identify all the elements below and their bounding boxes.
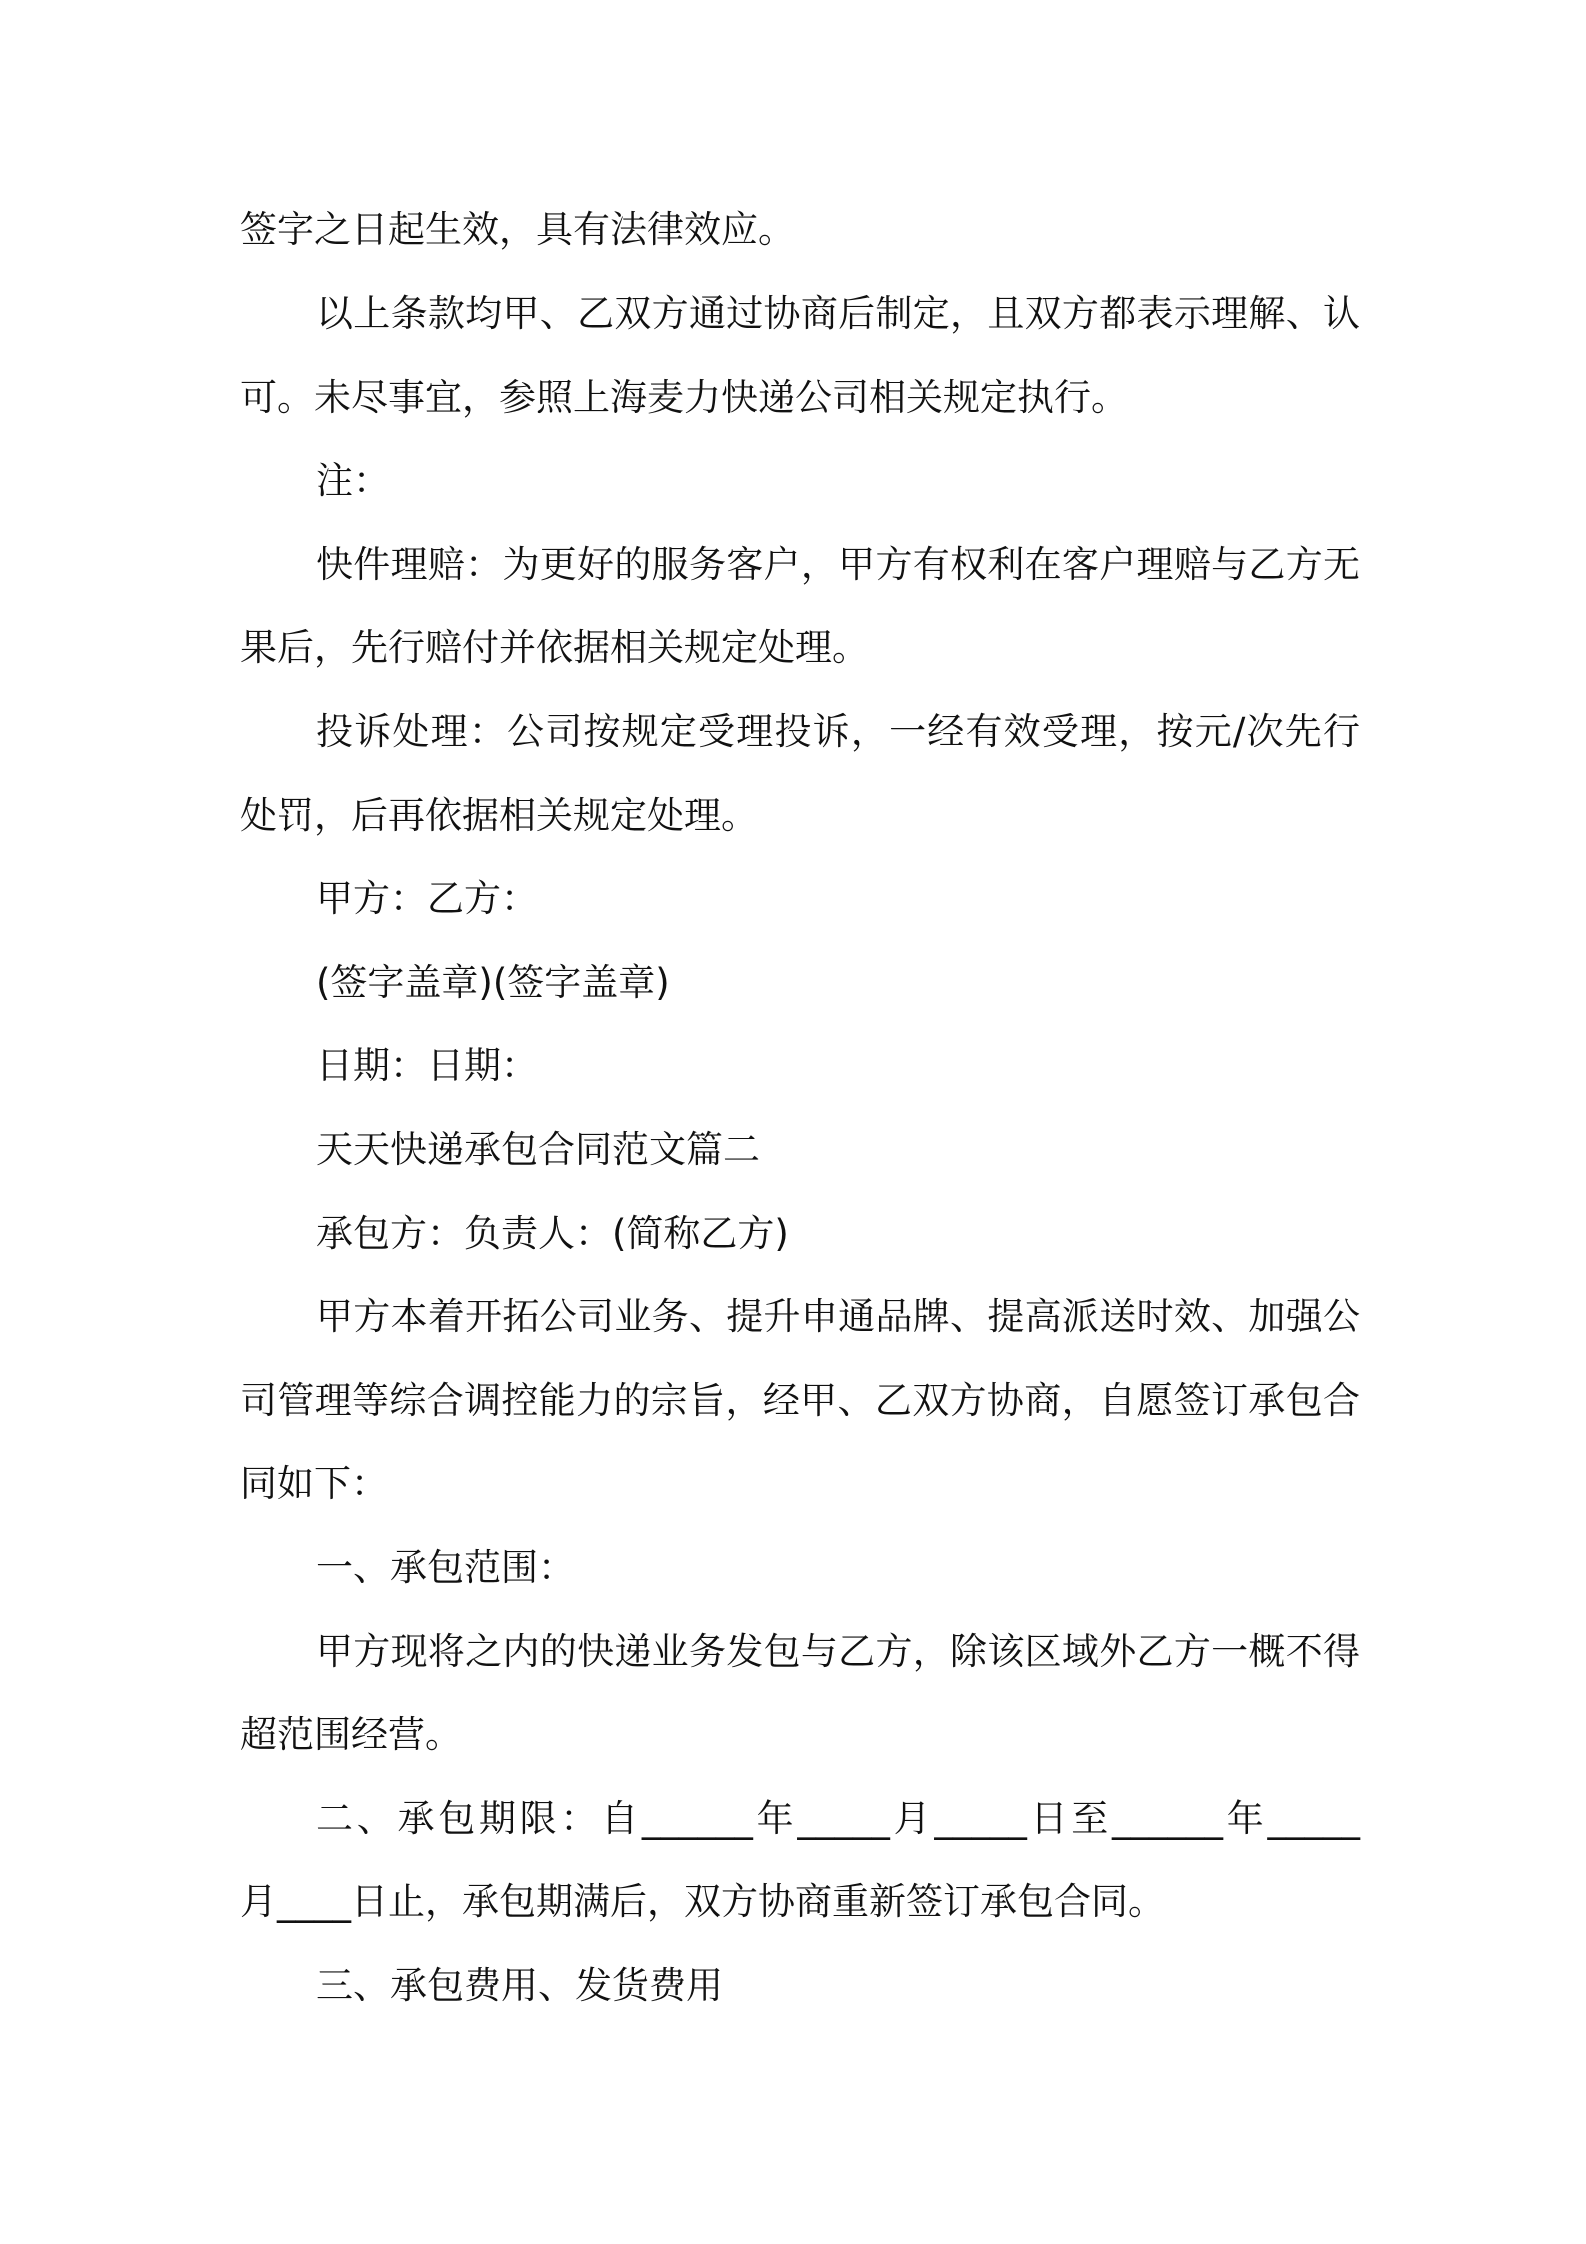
paragraph-line: 快件理赔：为更好的服务客户，甲方有权利在客户理赔与乙方无 — [316, 543, 1360, 586]
paragraph-line: 投诉处理：公司按规定受理投诉，一经有效受理，按元/次先行 — [316, 710, 1360, 753]
paragraph-line: 果后，先行赔付并依据相关规定处理。 — [240, 626, 869, 669]
paragraph-line: 签字之日起生效，具有法律效应。 — [240, 208, 795, 251]
paragraph-line: 处罚，后再依据相关规定处理。 — [240, 794, 758, 837]
paragraph-line: 同如下： — [240, 1462, 388, 1505]
paragraph-line: 甲方现将之内的快递业务发包与乙方，除该区域外乙方一概不得 — [316, 1630, 1360, 1673]
paragraph-line: 月____日止，承包期满后，双方协商重新签订承包合同。 — [240, 1880, 1165, 1923]
paragraph-line: 以上条款均甲、乙双方通过协商后制定，且双方都表示理解、认 — [316, 292, 1360, 335]
paragraph-line: 二、承包期限：自______年_____月_____日至______年_____ — [316, 1797, 1360, 1840]
signature-parties-line: 甲方：乙方： — [316, 877, 538, 920]
signature-date-line: 日期：日期： — [316, 1044, 538, 1087]
paragraph-line: 司管理等综合调控能力的宗旨，经甲、乙双方协商，自愿签订承包合 — [240, 1379, 1360, 1422]
contractor-line: 承包方：负责人：(简称乙方) — [316, 1212, 789, 1255]
paragraph-line: 可。未尽事宜，参照上海麦力快递公司相关规定执行。 — [240, 376, 1128, 419]
signature-seal-line: (签字盖章)(签字盖章) — [316, 961, 670, 1004]
clause-heading: 三、承包费用、发货费用 — [316, 1964, 723, 2007]
paragraph-line: 甲方本着开拓公司业务、提升申通品牌、提高派送时效、加强公 — [316, 1295, 1360, 1338]
paragraph-line: 超范围经营。 — [240, 1713, 462, 1756]
clause-heading: 一、承包范围： — [316, 1546, 575, 1589]
section-title: 天天快递承包合同范文篇二 — [316, 1128, 760, 1171]
note-heading: 注： — [316, 459, 390, 502]
